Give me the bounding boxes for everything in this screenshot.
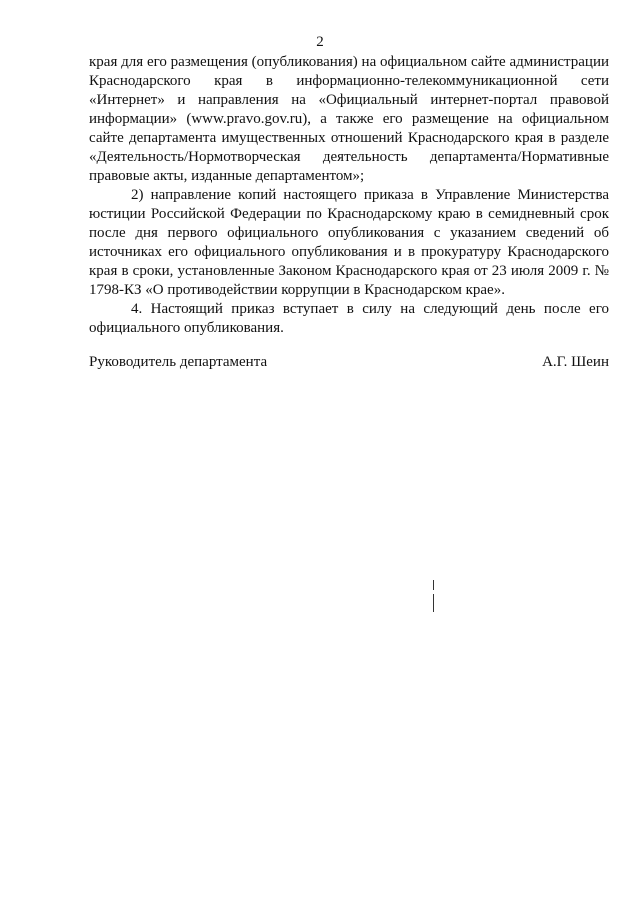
- paragraph-publication-continuation: края для его размещения (опубликования) на официальном сайте администрации Краснодарского края в информационно-телекоммуникационной сети «Интернет» и направления на «Официальный интернет-портал правовой информации» (www.pravo.gov.ru), а также его размещение на официальном сайте департамента имущественных отношений Краснодарского края в разделе «Деятельность/Нормотворческая деятельность департамента/Нормативные правовые акты, изданные департаментом»;: [89, 54, 609, 184]
- page-number: 2: [316, 34, 324, 50]
- signatory-name: А.Г. Шеин: [542, 354, 609, 370]
- scan-artifact-mark: [433, 580, 434, 590]
- signatory-position: Руководитель департамента: [89, 354, 268, 370]
- paragraph-item-2: 2) направление копий настоящего приказа в Управление Министерства юстиции Российской Федерации по Краснодарскому краю в семидневный срок после дня первого официального опубликования с указанием сведений об источниках его официального опубликования и в прокуратуру Краснодарского края в сроки, установленные Законом Краснодарского края от 23 июля 2009 г. № 1798-КЗ «О противодействии коррупции в Краснодарском крае».: [89, 187, 609, 298]
- document-body: [89, 53, 609, 338]
- scan-artifact-mark: [433, 594, 434, 612]
- paragraph-item-4: 4. Настоящий приказ вступает в силу на следующий день после его официального опубликования.: [89, 301, 609, 336]
- signature-block: [89, 353, 609, 372]
